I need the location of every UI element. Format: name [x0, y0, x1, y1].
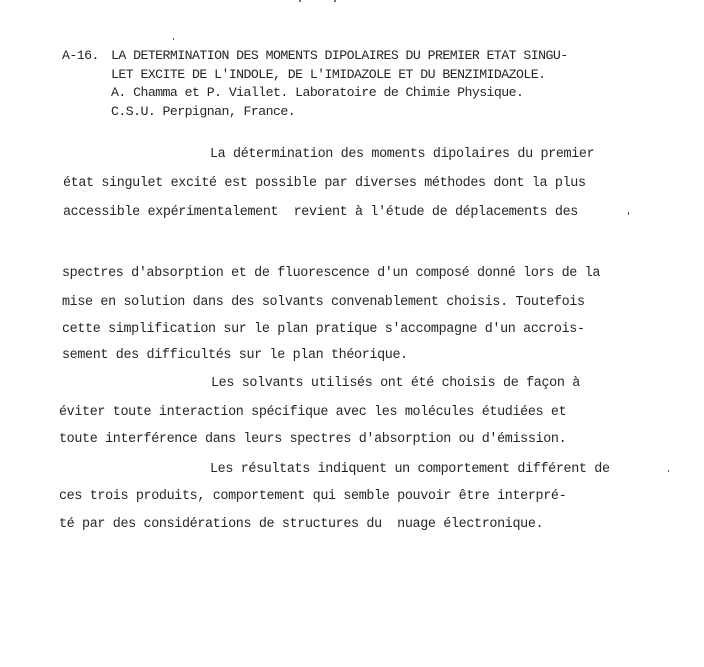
- body-line: sement des difficultés sur le plan théorique.: [62, 348, 408, 363]
- title-line: LA DETERMINATION DES MOMENTS DIPOLAIRES DU PREMIER ETAT SINGU-: [111, 48, 568, 63]
- body-line: La détermination des moments dipolaires du premier: [210, 147, 595, 162]
- body-line: toute interférence dans leurs spectres d'absorption ou d'émission.: [59, 432, 567, 447]
- body-line: Les solvants utilisés ont été choisis de façon à: [211, 376, 580, 391]
- abstract-number: A-16.: [62, 48, 99, 63]
- authors-line: C.S.U. Perpignan, France.: [111, 104, 296, 119]
- body-line: spectres d'absorption et de fluorescence d'un composé donné lors de la: [62, 266, 600, 281]
- body-line: mise en solution dans des solvants convenablement choisis. Toutefois: [62, 295, 585, 310]
- body-line: té par des considérations de structures du nuage électronique.: [59, 517, 544, 532]
- title-line: LET EXCITE DE L'INDOLE, DE L'IMIDAZOLE ET DU BENZIMIDAZOLE.: [111, 67, 546, 82]
- scan-speck: [334, 0, 336, 2]
- authors-line: A. Chamma et P. Viallet. Laboratoire de Chimie Physique.: [111, 85, 524, 100]
- body-line: état singulet excité est possible par diverses méthodes dont la plus: [63, 176, 586, 191]
- body-line: éviter toute interaction spécifique avec les molécules étudiées et: [59, 405, 567, 420]
- scan-speck: [668, 470, 669, 472]
- body-line: cette simplification sur le plan pratique s'accompagne d'un accrois-: [62, 322, 585, 337]
- body-line: Les résultats indiquent un comportement différent de: [210, 462, 610, 477]
- body-line: accessible expérimentalement revient à l'étude de déplacements des: [63, 205, 578, 220]
- scan-speck: [299, 0, 301, 2]
- scan-speck: [628, 212, 629, 215]
- body-line: ces trois produits, comportement qui semble pouvoir être interpré-: [59, 489, 567, 504]
- scan-speck: [173, 38, 174, 40]
